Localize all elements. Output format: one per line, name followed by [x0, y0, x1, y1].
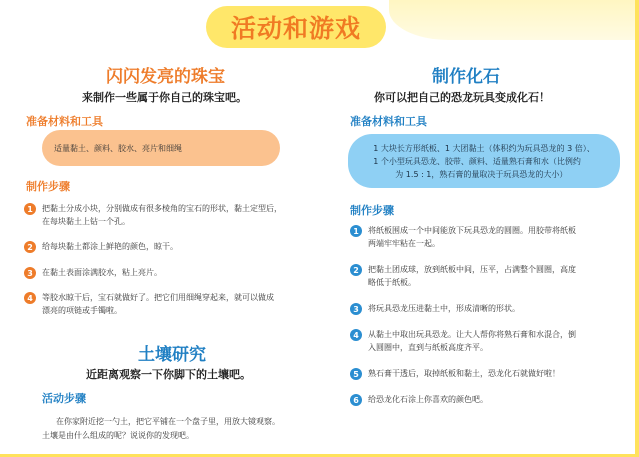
fossil-step — [350, 263, 630, 289]
step-number-badge: 1 — [350, 225, 362, 237]
jewelry-step — [24, 266, 319, 279]
step-text-line: 给每块黏土都涂上鲜艳的颜色，晾干。 — [42, 242, 178, 251]
step-number-badge: 4 — [350, 329, 362, 341]
fossil-title: 制作化石 — [432, 67, 500, 87]
step-number-badge: 5 — [350, 368, 362, 380]
jewelry-materials-label: 准备材料和工具 — [26, 115, 103, 128]
jewelry-step — [24, 291, 319, 317]
step-text-line: 熟石膏干透后，取掉纸板和黏土，恐龙化石就做好啦！ — [368, 369, 560, 378]
step-text-line: 在每块黏土上钻一个孔。 — [42, 217, 130, 226]
jewelry-steps-label: 制作步骤 — [26, 180, 70, 193]
step-number-badge: 3 — [350, 303, 362, 315]
jewelry-step — [24, 240, 319, 253]
step-number-badge: 2 — [24, 241, 36, 253]
fossil-step — [350, 302, 630, 315]
step-text-line: 将纸板围成一个中间能放下玩具恐龙的圆圈。用胶带将纸板 — [368, 226, 576, 235]
step-number-badge: 4 — [24, 292, 36, 304]
step-text-line: 从黏土中取出玩具恐龙。让大人帮你将熟石膏和水混合，倒 — [368, 330, 576, 339]
step-text-line: 在黏土表面涂满胶水，粘上亮片。 — [42, 268, 162, 277]
step-text-line: 将玩具恐龙压进黏土中，形成清晰的形状。 — [368, 304, 520, 313]
step-text-line: 两端牢牢粘在一起。 — [368, 239, 440, 248]
step-text-line: 等胶水晾干后，宝石就做好了。把它们用细绳穿起来，就可以做成 — [42, 293, 274, 302]
step-text-line: 入圆圈中，直到与纸板高度齐平。 — [368, 343, 488, 352]
fossil-materials-line: 1 个小型玩具恐龙、胶带、颜料、适量熟石膏和水（比例约 — [373, 156, 581, 166]
fossil-step — [350, 224, 630, 250]
fossil-subtitle: 你可以把自己的恐龙玩具变成化石！ — [374, 91, 550, 104]
right-column — [330, 0, 639, 457]
fossil-step — [350, 393, 630, 406]
fossil-materials-line: 为 1.5 : 1，熟石膏的量取决于玩具恐龙的大小） — [395, 169, 568, 179]
soil-text-line: 土壤是由什么组成的呢？说说你的发现吧。 — [42, 431, 194, 440]
jewelry-materials-text: 适量黏土、颜料、胶水、亮片和细绳 — [54, 143, 182, 153]
step-text-line: 漂亮的项链或手镯啦。 — [42, 306, 122, 315]
step-text-line: 把黏土分成小块，分别做成有很多棱角的宝石的形状，黏土定型后， — [42, 204, 282, 213]
fossil-materials-box — [348, 134, 620, 188]
step-text-line: 把黏土团成球，放到纸板中间，压平，占满整个圆圈，高度 — [368, 265, 576, 274]
soil-title: 土壤研究 — [138, 345, 206, 365]
soil-text-line: 在你家附近挖一勺土，把它平铺在一个盘子里，用放大镜观察。 — [56, 417, 280, 426]
fossil-step — [350, 367, 630, 380]
jewelry-step — [24, 202, 319, 228]
step-number-badge: 1 — [24, 203, 36, 215]
fossil-materials-label: 准备材料和工具 — [350, 115, 427, 128]
fossil-materials-line: 1 大块长方形纸板、1 大团黏土（体积约为玩具恐龙的 3 倍）、 — [373, 143, 595, 153]
jewelry-materials-box — [42, 130, 280, 166]
step-number-badge: 3 — [24, 267, 36, 279]
fossil-steps-label: 制作步骤 — [350, 204, 394, 217]
soil-subtitle: 近距离观察一下你脚下的土壤吧。 — [86, 368, 251, 381]
step-text-line: 给恐龙化石涂上你喜欢的颜色吧。 — [368, 395, 488, 404]
page-title: 活动和游戏 — [206, 6, 386, 48]
step-text-line: 略低于纸板。 — [368, 278, 416, 287]
jewelry-subtitle: 来制作一些属于你自己的珠宝吧。 — [82, 91, 247, 104]
jewelry-title: 闪闪发亮的珠宝 — [106, 67, 225, 87]
soil-steps-label: 活动步骤 — [42, 392, 86, 405]
step-number-badge: 6 — [350, 394, 362, 406]
step-number-badge: 2 — [350, 264, 362, 276]
fossil-step — [350, 328, 630, 354]
